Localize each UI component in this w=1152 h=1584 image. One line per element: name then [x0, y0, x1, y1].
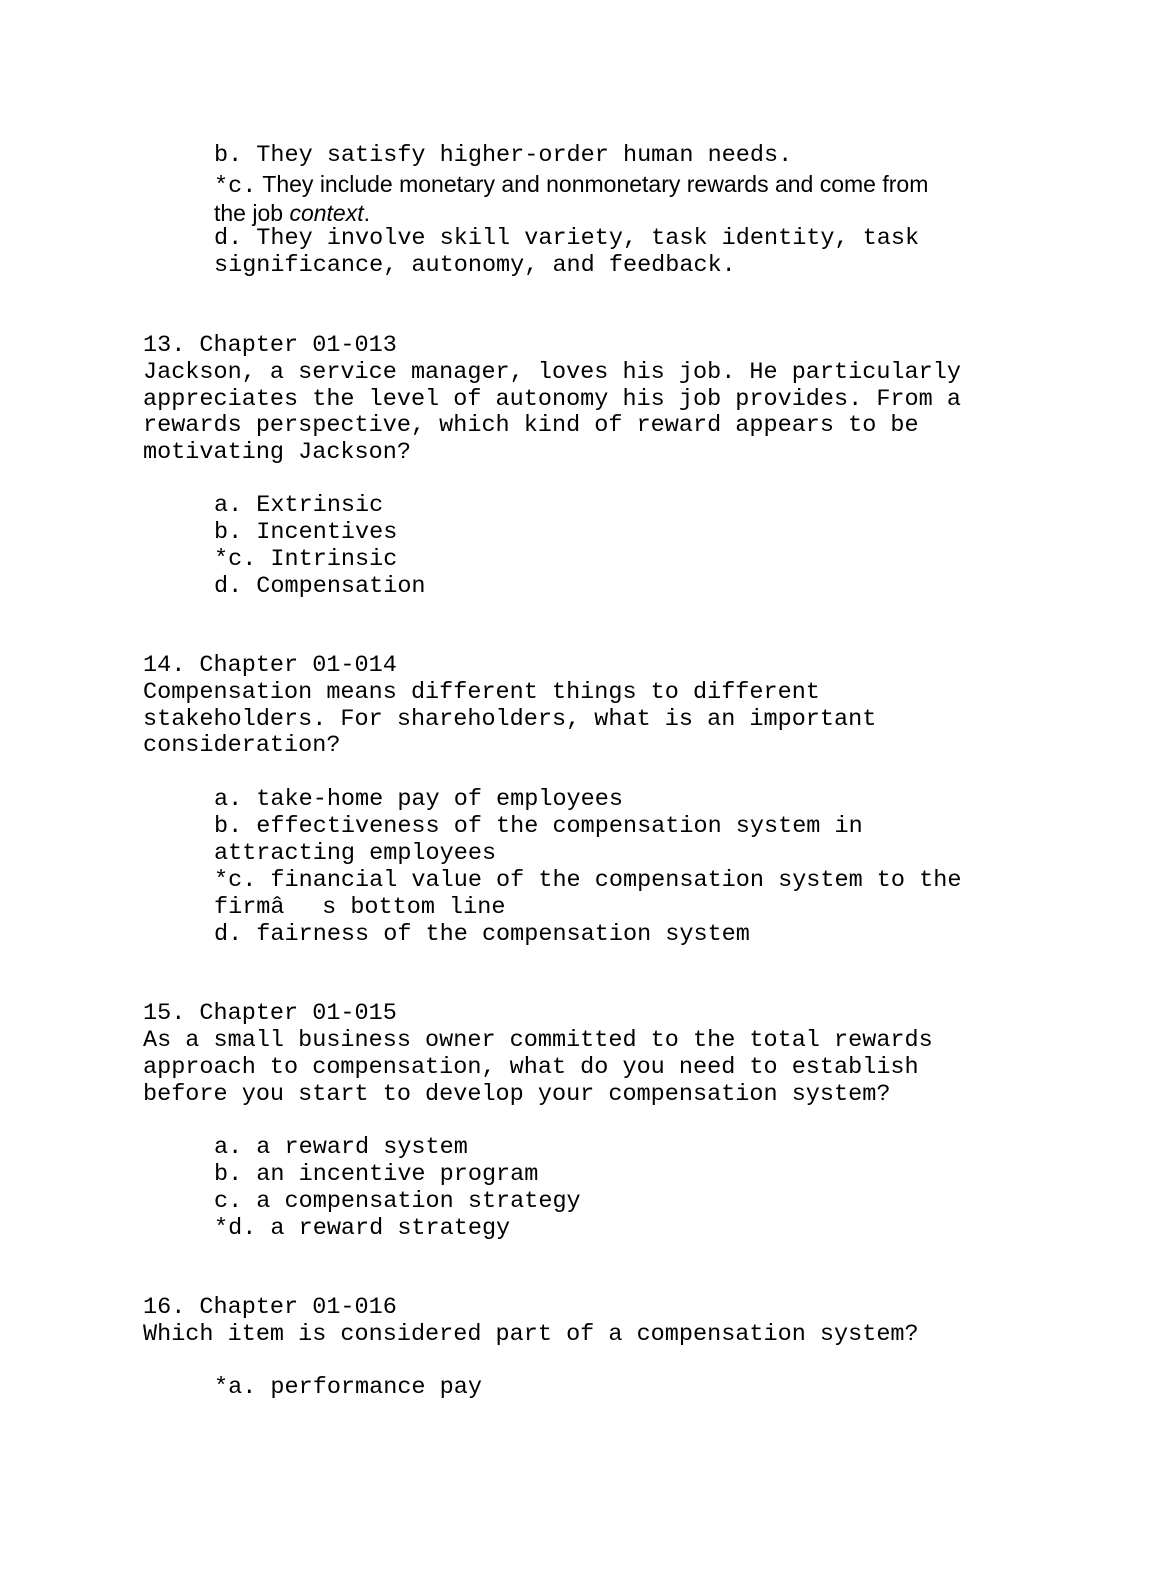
- question-stem: approach to compensation, what do you need to establish: [143, 1054, 919, 1081]
- emphasis-text: context: [289, 200, 364, 226]
- question-stem: As a small business owner committed to the total rewards: [143, 1027, 933, 1054]
- option-d: d. They involve skill variety, task identity, task: [214, 225, 920, 252]
- question-stem: before you start to develop your compensation system?: [143, 1081, 891, 1108]
- question-header: 13. Chapter 01-013: [143, 332, 397, 359]
- option-a: a. Extrinsic: [214, 492, 384, 519]
- option-b: b. They satisfy higher-order human needs.: [214, 142, 793, 169]
- question-stem: Jackson, a service manager, loves his job. He particularly: [143, 359, 961, 386]
- option-a: a. a reward system: [214, 1134, 468, 1161]
- question-stem: Compensation means different things to different: [143, 679, 820, 706]
- option-a: a. take-home pay of employees: [214, 786, 623, 813]
- option-c-correct: [214, 171, 928, 200]
- option-b-continuation: attracting employees: [214, 840, 497, 867]
- option-c-correct: *c. financial value of the compensation system to the: [214, 867, 962, 894]
- option-c-continuation: [214, 200, 370, 227]
- option-text: the job: [214, 200, 290, 226]
- option-a-correct: *a. performance pay: [214, 1374, 482, 1401]
- option-c-correct: *c. Intrinsic: [214, 546, 398, 573]
- question-stem: consideration?: [143, 732, 341, 759]
- option-text-end: .: [363, 200, 370, 226]
- question-header: 14. Chapter 01-014: [143, 652, 397, 679]
- option-d: d. fairness of the compensation system: [214, 921, 750, 948]
- question-header: 16. Chapter 01-016: [143, 1294, 397, 1321]
- option-c-continuation: firmâs bottom line: [214, 894, 506, 921]
- question-header: 15. Chapter 01-015: [143, 1000, 397, 1027]
- question-stem: appreciates the level of autonomy his job provides. From a: [143, 386, 961, 413]
- option-b: b. Incentives: [214, 519, 398, 546]
- question-stem: motivating Jackson?: [143, 439, 411, 466]
- option-d: d. Compensation: [214, 573, 426, 600]
- option-d-continuation: significance, autonomy, and feedback.: [214, 252, 736, 279]
- option-c: c. a compensation strategy: [214, 1188, 581, 1215]
- option-b: b. effectiveness of the compensation system in: [214, 813, 863, 840]
- option-marker: *c.: [214, 173, 257, 200]
- question-stem: stakeholders. For shareholders, what is an important: [143, 706, 877, 733]
- question-stem: rewards perspective, which kind of reward appears to be: [143, 412, 919, 439]
- option-d-correct: *d. a reward strategy: [214, 1215, 511, 1242]
- option-text: They include monetary and nonmonetary rewards and come from: [262, 171, 929, 197]
- option-b: b. an incentive program: [214, 1161, 539, 1188]
- question-stem: Which item is considered part of a compensation system?: [143, 1321, 919, 1348]
